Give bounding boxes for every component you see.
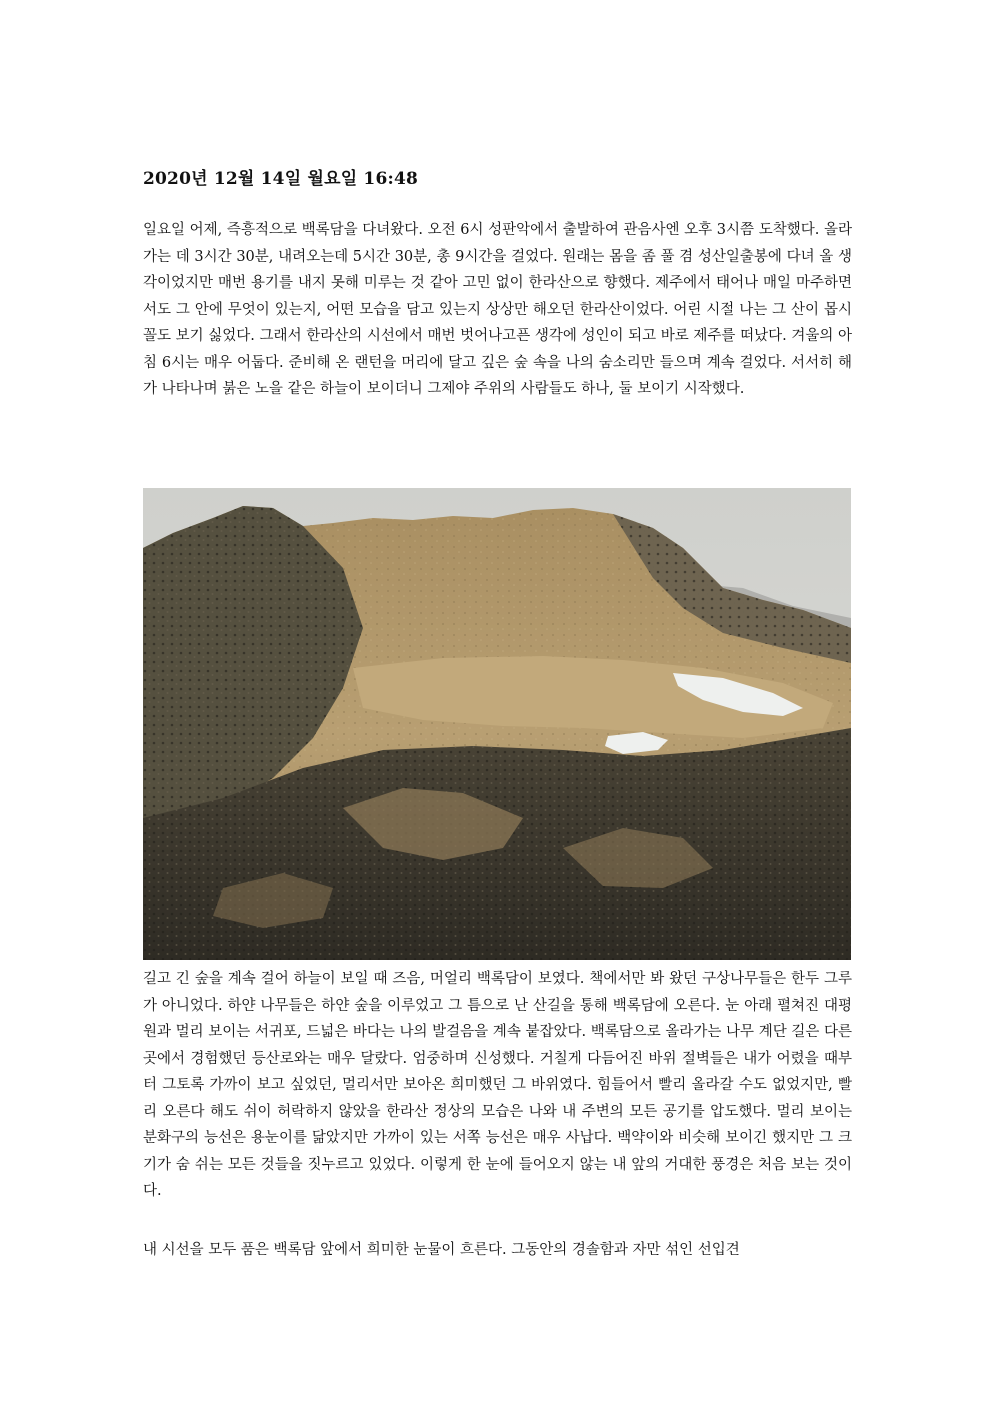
paragraph-crater: 길고 긴 숲을 계속 걸어 하늘이 보일 때 즈음, 머얼리 백록담이 보였다. 책에서만 봐 왔던 구상나무들은 한두 그루가 아니었다. 하얀 나무들은 하얀 숲을 이루었고 그 틈으로 난 산길을 통해 백록담에 오른다. 눈 아래 펼쳐진 대평원과 멀리 보이는 서귀포, 드넓은 바다는 나의 발걸음을 계속 붙잡았다. 백록담으로 올라가는 나무 계단 길은 다른 곳에서 경험했던 등산로와는 매우 달랐다. 엄중하며 신성했다. 거칠게 다듬어진 바위 절벽들은 내가 어렸을 때부터 그토록 가까이 보고 싶었던, 멀리서만 보아온 희미했던 그 바위였다. 힘들어서 빨리 올라갈 수도 없었지만, 빨리 오른다 해도 쉬이 허락하지 않았을 한라산 정상의 모습은 나와 내 주변의 모든 공기를 압도했다. 멀리 보이는 분화구의 능선은 용눈이를 닮았지만 가까이 있는 서쪽 능선은 매우 사납다. 백약이와 비슷해 보이긴 했지만 그 크기가 숨 쉬는 모든 것들을 짓누르고 있었다. 이렇게 한 눈에 들어오지 않는 내 앞의 거대한 풍경은 처음 보는 것이다.	[143, 971, 852, 1199]
crater-photo	[143, 488, 851, 960]
paragraph-closing: 내 시선을 모두 품은 백록담 앞에서 희미한 눈물이 흐른다. 그동안의 경솔함과 자만 섞인 선입견	[143, 1242, 740, 1258]
page-title: 2020년 12월 14일 월요일 16:48	[143, 169, 419, 189]
paragraph-intro: 일요일 어제, 즉흥적으로 백록담을 다녀왔다. 오전 6시 성판악에서 출발하여 관음사엔 오후 3시쯤 도착했다. 올라가는 데 3시간 30분, 내려오는데 5시간 30분, 총 9시간을 걸었다. 원래는 몸을 좀 풀 겸 성산일출봉에 다녀 올 생각이었지만 매번 용기를 내지 못해 미루는 것 같아 고민 없이 한라산으로 향했다. 제주에서 태어나 매일 마주하면서도 그 안에 무엇이 있는지, 어떤 모습을 담고 있는지 상상만 해오던 한라산이었다. 어린 시절 나는 그 산이 몹시 꼴도 보기 싫었다. 그래서 한라산의 시선에서 매번 벗어나고픈 생각에 성인이 되고 바로 제주를 떠났다. 겨울의 아침 6시는 매우 어둡다. 준비해 온 랜턴을 머리에 달고 깊은 숲 속을 나의 숨소리만 들으며 계속 걸었다. 서서히 해가 나타나며 붉은 노을 같은 하늘이 보이더니 그제야 주위의 사람들도 하나, 둘 보이기 시작했다.	[143, 222, 852, 397]
